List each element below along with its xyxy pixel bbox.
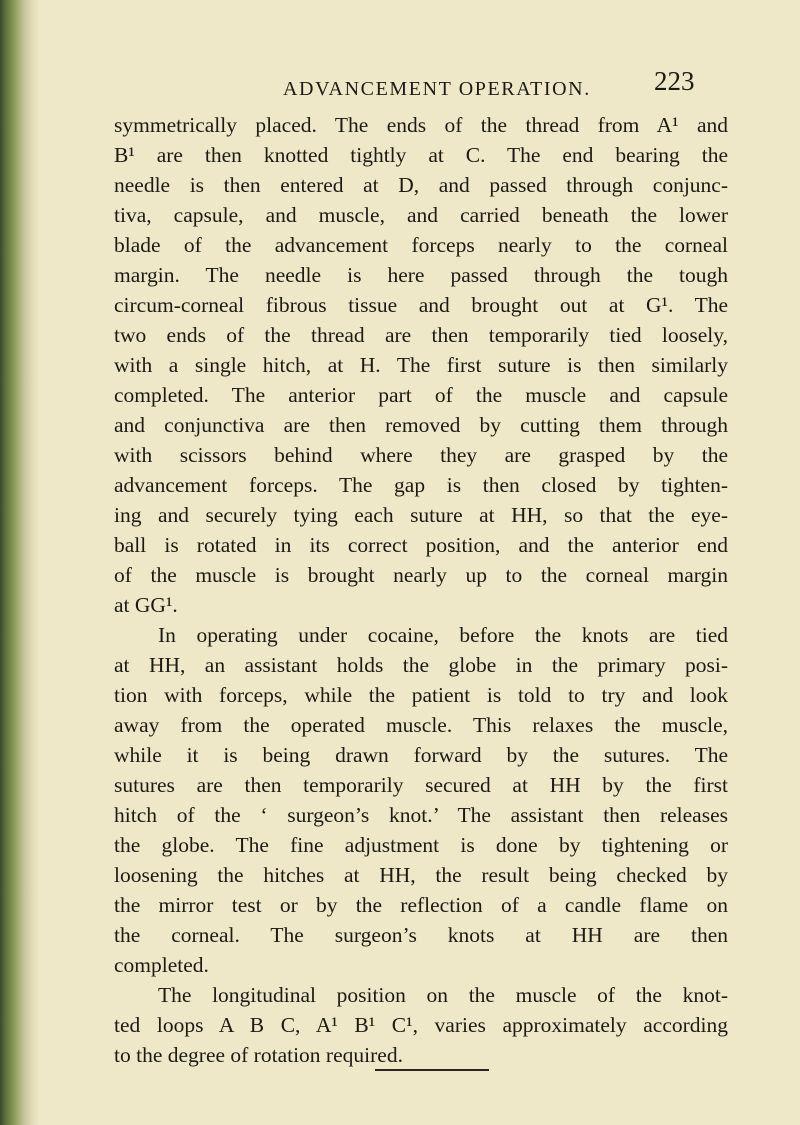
text-line: ing and securely tying each suture at HH, so that the eye- [114,503,728,527]
text-line: of the muscle is brought nearly up to the corneal margin [114,563,728,587]
text-line: margin. The needle is here passed through the tough [114,263,728,287]
text-line: ted loops A B C, A¹ B¹ C¹, varies approximately according [114,1013,728,1037]
text-line: completed. [114,953,209,977]
text-line: while it is being drawn forward by the sutures. The [114,743,728,767]
text-line: sutures are then temporarily secured at HH by the first [114,773,728,797]
text-line: the mirror test or by the reflection of a candle flame on [114,893,728,917]
paragraph-start-line: In operating under cocaine, before the knots are tied [158,623,728,647]
text-line: completed. The anterior part of the muscle and capsule [114,383,728,407]
text-line: hitch of the ‘ surgeon’s knot.’ The assistant then releases [114,803,728,827]
text-line: with a single hitch, at H. The first suture is then similarly [114,353,728,377]
text-line: and conjunctiva are then removed by cutting them through [114,413,728,437]
text-line: the corneal. The surgeon’s knots at HH are then [114,923,728,947]
text-line: two ends of the thread are then temporarily tied loosely, [114,323,728,347]
text-line: tion with forceps, while the patient is told to try and look [114,683,728,707]
page-number: 223 [654,66,695,96]
text-line: tiva, capsule, and muscle, and carried beneath the lower [114,203,728,227]
text-line: at GG¹. [114,593,178,617]
text-line: with scissors behind where they are grasped by the [114,443,728,467]
text-line: needle is then entered at D, and passed through conjunc- [114,173,728,197]
text-line: B¹ are then knotted tightly at C. The end bearing the [114,143,728,167]
text-line: symmetrically placed. The ends of the thread from A¹ and [114,113,728,137]
text-line: blade of the advancement forceps nearly to the corneal [114,233,728,257]
text-line: loosening the hitches at HH, the result being checked by [114,863,728,887]
text-line: away from the operated muscle. This relaxes the muscle, [114,713,728,737]
text-line: advancement forceps. The gap is then closed by tighten- [114,473,728,497]
text-line: to the degree of rotation required. [114,1043,403,1067]
text-line: at HH, an assistant holds the globe in the primary posi- [114,653,728,677]
text-line: circum-corneal fibrous tissue and brought out at G¹. The [114,293,728,317]
end-rule [375,1069,489,1071]
text-line: the globe. The fine adjustment is done by tightening or [114,833,728,857]
paragraph-start-line: The longitudinal position on the muscle of the knot- [158,983,728,1007]
text-line: ball is rotated in its correct position, and the anterior end [114,533,728,557]
running-header: ADVANCEMENT OPERATION. [283,78,591,100]
